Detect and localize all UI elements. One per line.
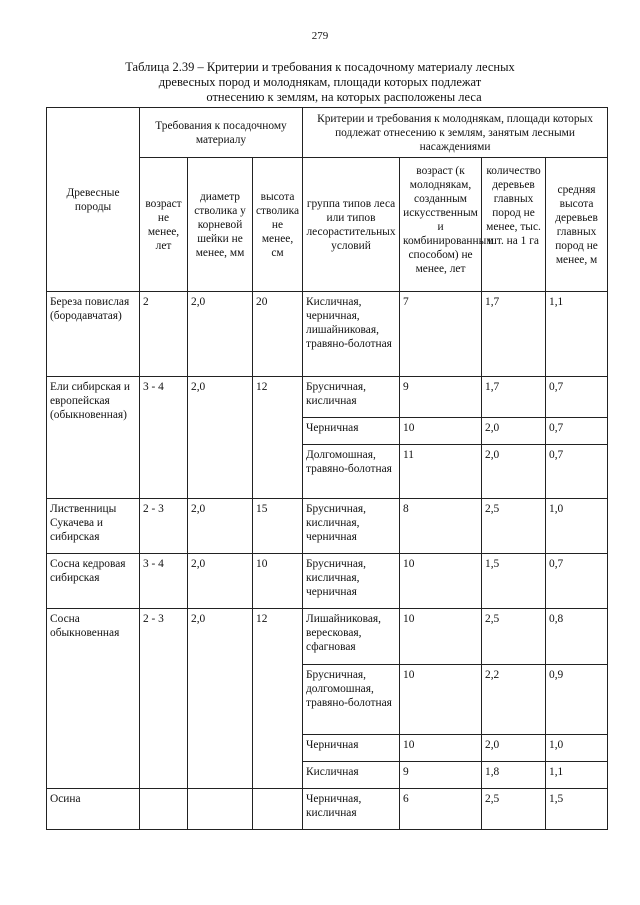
young-age-cell: 10 bbox=[400, 554, 482, 609]
height-cell: 12 bbox=[253, 377, 303, 499]
forest-type-cell: Брусничная, долгомошная, травяно-болотная bbox=[303, 665, 400, 735]
diameter-cell: 2,0 bbox=[188, 554, 253, 609]
height-cell: 20 bbox=[253, 292, 303, 377]
header-young-age: возраст (к молоднякам, созданным искусственным и комбинированным способом) не менее, лет bbox=[400, 158, 482, 292]
species-cell: Ели сибирская и европейская (обыкновенная) bbox=[47, 377, 140, 499]
age-cell: 2 - 3 bbox=[140, 499, 188, 554]
diameter-cell: 2,0 bbox=[188, 499, 253, 554]
age-cell bbox=[140, 789, 188, 830]
table-row bbox=[47, 609, 608, 665]
header-planting-group: Требования к посадочному материалу bbox=[140, 108, 303, 158]
caption-line-3: отнесению к землям, на которых расположены леса bbox=[206, 90, 482, 104]
count-cell: 1,5 bbox=[482, 554, 546, 609]
age-cell: 3 - 4 bbox=[140, 554, 188, 609]
avg-height-cell: 0,7 bbox=[546, 418, 608, 445]
forest-type-cell: Черничная bbox=[303, 418, 400, 445]
count-cell: 1,7 bbox=[482, 292, 546, 377]
table-caption bbox=[60, 60, 580, 105]
caption-line-2: древесных пород и молоднякам, площади которых подлежат bbox=[158, 75, 482, 89]
avg-height-cell: 1,0 bbox=[546, 735, 608, 762]
avg-height-cell: 0,7 bbox=[546, 554, 608, 609]
avg-height-cell: 1,5 bbox=[546, 789, 608, 830]
forest-type-cell: Кисличная bbox=[303, 762, 400, 789]
young-age-cell: 10 bbox=[400, 418, 482, 445]
table-row bbox=[47, 292, 608, 377]
forest-type-cell: Брусничная, кисличная bbox=[303, 377, 400, 418]
young-age-cell: 7 bbox=[400, 292, 482, 377]
age-cell: 2 - 3 bbox=[140, 609, 188, 789]
header-height: высота стволика не менее, см bbox=[253, 158, 303, 292]
young-age-cell: 10 bbox=[400, 735, 482, 762]
count-cell: 2,5 bbox=[482, 499, 546, 554]
forest-type-cell: Лишайниковая, вересковая, сфагновая bbox=[303, 609, 400, 665]
height-cell: 10 bbox=[253, 554, 303, 609]
header-species: Древесные породы bbox=[47, 108, 140, 292]
species-cell: Сосна кедровая сибирская bbox=[47, 554, 140, 609]
count-cell: 2,2 bbox=[482, 665, 546, 735]
avg-height-cell: 1,1 bbox=[546, 292, 608, 377]
forest-type-cell: Кисличная, черничная, лишайниковая, травяно-болотная bbox=[303, 292, 400, 377]
species-cell: Лиственницы Сукачева и сибирская bbox=[47, 499, 140, 554]
young-age-cell: 9 bbox=[400, 762, 482, 789]
avg-height-cell: 1,1 bbox=[546, 762, 608, 789]
diameter-cell bbox=[188, 789, 253, 830]
species-cell: Береза повислая (бородавчатая) bbox=[47, 292, 140, 377]
diameter-cell: 2,0 bbox=[188, 377, 253, 499]
diameter-cell: 2,0 bbox=[188, 609, 253, 789]
forest-type-cell: Черничная, кисличная bbox=[303, 789, 400, 830]
height-cell: 15 bbox=[253, 499, 303, 554]
count-cell: 2,0 bbox=[482, 735, 546, 762]
count-cell: 1,8 bbox=[482, 762, 546, 789]
header-count: количество деревьев главных пород не менее, тыс. шт. на 1 га bbox=[482, 158, 546, 292]
height-cell bbox=[253, 789, 303, 830]
species-cell: Сосна обыкновенная bbox=[47, 609, 140, 789]
header-avg-height: средняя высота деревьев главных пород не менее, м bbox=[546, 158, 608, 292]
table-row bbox=[47, 789, 608, 830]
avg-height-cell: 0,7 bbox=[546, 445, 608, 499]
young-age-cell: 11 bbox=[400, 445, 482, 499]
header-forest-type: группа типов леса или типов лесорастительных условий bbox=[303, 158, 400, 292]
count-cell: 2,5 bbox=[482, 609, 546, 665]
age-cell: 2 bbox=[140, 292, 188, 377]
age-cell: 3 - 4 bbox=[140, 377, 188, 499]
young-age-cell: 9 bbox=[400, 377, 482, 418]
young-age-cell: 10 bbox=[400, 665, 482, 735]
forest-type-cell: Брусничная, кисличная, черничная bbox=[303, 554, 400, 609]
page-number: 279 bbox=[311, 30, 329, 42]
young-age-cell: 8 bbox=[400, 499, 482, 554]
height-cell: 12 bbox=[253, 609, 303, 789]
forest-type-cell: Черничная bbox=[303, 735, 400, 762]
forest-type-cell: Долгомошная, травяно-болотная bbox=[303, 445, 400, 499]
count-cell: 2,0 bbox=[482, 445, 546, 499]
diameter-cell: 2,0 bbox=[188, 292, 253, 377]
avg-height-cell: 0,9 bbox=[546, 665, 608, 735]
count-cell: 2,0 bbox=[482, 418, 546, 445]
header-diameter: диаметр стволика у корневой шейки не менее, мм bbox=[188, 158, 253, 292]
header-young-group: Критерии и требования к молоднякам, площади которых подлежат отнесению к землям, занятым лесными насаждениями bbox=[303, 108, 608, 158]
avg-height-cell: 0,7 bbox=[546, 377, 608, 418]
count-cell: 1,7 bbox=[482, 377, 546, 418]
count-cell: 2,5 bbox=[482, 789, 546, 830]
avg-height-cell: 0,8 bbox=[546, 609, 608, 665]
young-age-cell: 10 bbox=[400, 609, 482, 665]
table-row bbox=[47, 554, 608, 609]
table-row bbox=[47, 499, 608, 554]
avg-height-cell: 1,0 bbox=[546, 499, 608, 554]
young-age-cell: 6 bbox=[400, 789, 482, 830]
caption-line-1: Таблица 2.39 – Критерии и требования к посадочному материалу лесных bbox=[125, 60, 515, 74]
forest-type-cell: Брусничная, кисличная, черничная bbox=[303, 499, 400, 554]
species-cell: Осина bbox=[47, 789, 140, 830]
table-row bbox=[47, 377, 608, 418]
criteria-table bbox=[46, 107, 608, 830]
header-age: возраст не менее, лет bbox=[140, 158, 188, 292]
